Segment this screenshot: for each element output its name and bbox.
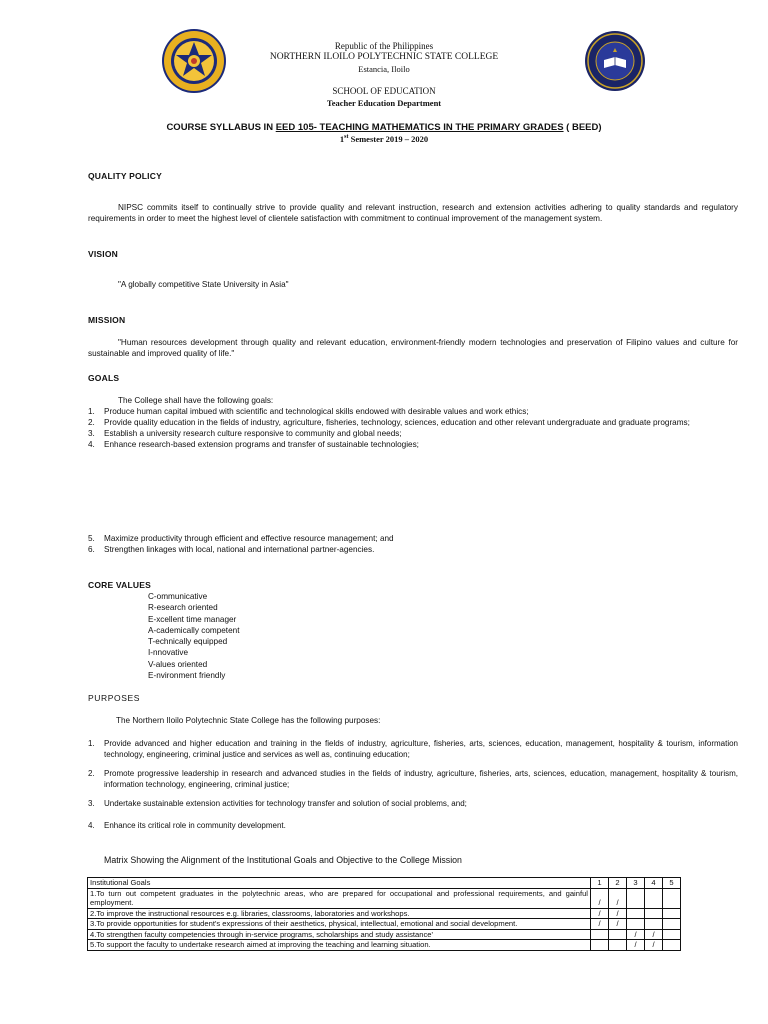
- mark-cell: /: [627, 940, 645, 951]
- mark-cell: [645, 908, 663, 919]
- matrix-title: Matrix Showing the Alignment of the Institutional Goals and Objective to the College Mission: [104, 855, 462, 865]
- goal-column-header: Institutional Goals: [88, 878, 591, 889]
- core-value-item: C-ommunicative: [148, 592, 208, 601]
- purpose-item: 2. Promote progressive leadership in research and advanced studies in the fields of industry, agriculture, fisheries, arts, sciences, education, management, hospitality & tourism, information technology, engineering, criminal justice;: [88, 769, 738, 789]
- table-row: [88, 908, 681, 919]
- core-value-item: T-echnically equipped: [148, 637, 228, 647]
- core-value-item: V-alues oriented: [148, 659, 208, 669]
- mark-cell: [627, 888, 645, 908]
- alignment-matrix-table: [87, 877, 681, 951]
- goal-cell: 1.To turn out competent graduates in the polytechnic areas, who are prepared for occupational and professional requirements, and gainful employment.: [88, 888, 591, 908]
- column-header: 4: [645, 878, 663, 889]
- table-row: [88, 940, 681, 951]
- syllabus-title: [0, 122, 768, 133]
- core-values-list: [148, 591, 239, 681]
- mark-cell: [627, 919, 645, 930]
- department-name: Teacher Education Department: [326, 98, 442, 108]
- college-location: Estancia, Iloilo: [358, 64, 410, 74]
- title-prefix: COURSE SYLLABUS IN: [166, 122, 276, 133]
- title-suffix: ( BEED): [563, 122, 602, 133]
- core-values-heading: CORE VALUES: [88, 580, 151, 590]
- mark-cell: /: [609, 919, 627, 930]
- mark-cell: /: [627, 929, 645, 940]
- mark-cell: [645, 919, 663, 930]
- mark-cell: [645, 888, 663, 908]
- goal-cell: 3.To provide opportunities for student's expressions of their aesthetics, physical, intellectual, emotional and social development.: [88, 919, 591, 930]
- mark-cell: [627, 908, 645, 919]
- table-row: [88, 888, 681, 908]
- mark-cell: [609, 929, 627, 940]
- semester-line: [0, 134, 768, 144]
- mark-cell: /: [645, 929, 663, 940]
- goals-intro: The College shall have the following goals:: [118, 396, 274, 405]
- mark-cell: /: [591, 888, 609, 908]
- core-value-item: A-cademically competent: [148, 625, 240, 635]
- vision-heading: VISION: [88, 249, 119, 259]
- core-value-item: I-nnovative: [148, 648, 189, 658]
- college-name: NORTHERN ILOILO POLYTECHNIC STATE COLLEGE: [269, 52, 499, 62]
- purpose-item: 3. Undertake sustainable extension activities for technology transfer and solution of social problems, and;: [88, 799, 467, 808]
- mark-cell: /: [609, 888, 627, 908]
- table-row: [88, 929, 681, 940]
- purpose-item: 4. Enhance its critical role in community development.: [88, 821, 286, 830]
- goal-cell: 2.To improve the instructional resources e.g. libraries, classrooms, laboratories and workshops.: [88, 908, 591, 919]
- mark-cell: [663, 940, 681, 951]
- mark-cell: /: [591, 908, 609, 919]
- goals-list-a: [88, 406, 738, 450]
- mark-cell: /: [609, 908, 627, 919]
- core-value-item: R-esearch oriented: [148, 603, 218, 613]
- mark-cell: /: [645, 940, 663, 951]
- purpose-item: 1. Provide advanced and higher education and training in the fields of industry, agriculture, fisheries, arts, sciences, education, management, hospitality & tourism, information technology, engineering, criminal justice and services as well as, continuing education;: [88, 739, 738, 759]
- goal-item: 5. Maximize productivity through efficient and effective resource management; and: [88, 534, 394, 543]
- purposes-intro: The Northern Iloilo Polytechnic State College has the following purposes:: [116, 716, 381, 725]
- table-row: [88, 919, 681, 930]
- quality-policy-heading: QUALITY POLICY: [88, 171, 162, 181]
- mark-cell: [663, 888, 681, 908]
- column-header: 3: [627, 878, 645, 889]
- mark-cell: [663, 919, 681, 930]
- goal-item: 1. Produce human capital imbued with scientific and technological skills endowed with desirable values and work ethics;: [88, 407, 529, 416]
- mark-cell: [609, 940, 627, 951]
- quality-policy-text: NIPSC commits itself to continually strive to provide quality and relevant instruction, research and extension activities adhering to quality standards and regulatory requirements in order to meet the highest level of clientele satisfaction with commitment to continual improvement of the management system.: [88, 203, 738, 223]
- mark-cell: [591, 940, 609, 951]
- semester-ordinal: st: [344, 134, 349, 141]
- mission-text: "Human resources development through quality and relevant education, environment-friendly modern technologies and preservation of Filipino values and culture for sustainable and improved quality of life.": [88, 338, 738, 358]
- mission-heading: MISSION: [88, 315, 126, 325]
- goal-item: 6. Strengthen linkages with local, national and international partner-agencies.: [88, 545, 375, 554]
- purposes-heading: PURPOSES: [88, 693, 141, 703]
- goals-heading: GOALS: [88, 373, 120, 383]
- mark-cell: [591, 929, 609, 940]
- semester-number: 1: [339, 134, 345, 144]
- goal-item: 2. Provide quality education in the fields of industry, agriculture, fisheries, technology, sciences, education and other relevant undergraduate and graduate programs;: [88, 418, 690, 427]
- mark-cell: [663, 929, 681, 940]
- column-header: 1: [591, 878, 609, 889]
- republic-line: Republic of the Philippines: [334, 41, 434, 51]
- column-header: 2: [609, 878, 627, 889]
- core-value-item: E-xcellent time manager: [148, 614, 237, 624]
- vision-text: "A globally competitive State University in Asia": [118, 280, 289, 289]
- course-name: EED 105- TEACHING MATHEMATICS IN THE PRIMARY GRADES: [275, 122, 564, 133]
- semester-year: Semester 2019 – 2020: [348, 134, 429, 144]
- goal-item: 4. Enhance research-based extension programs and transfer of sustainable technologies;: [88, 440, 419, 449]
- goal-item: 3. Establish a university research culture responsive to community and global needs;: [88, 429, 402, 438]
- table-header-row: [88, 878, 681, 889]
- column-header: 5: [663, 878, 681, 889]
- mark-cell: /: [591, 919, 609, 930]
- goal-cell: 4.To strengthen faculty competencies through in-service programs, scholarships and study assistance': [88, 929, 591, 940]
- school-name: SCHOOL OF EDUCATION: [332, 86, 436, 96]
- goal-cell: 5.To support the faculty to undertake research aimed at improving the teaching and learning situation.: [88, 940, 591, 951]
- goals-list-b: [88, 533, 738, 555]
- mark-cell: [663, 908, 681, 919]
- core-value-item: E-nvironment friendly: [148, 671, 226, 681]
